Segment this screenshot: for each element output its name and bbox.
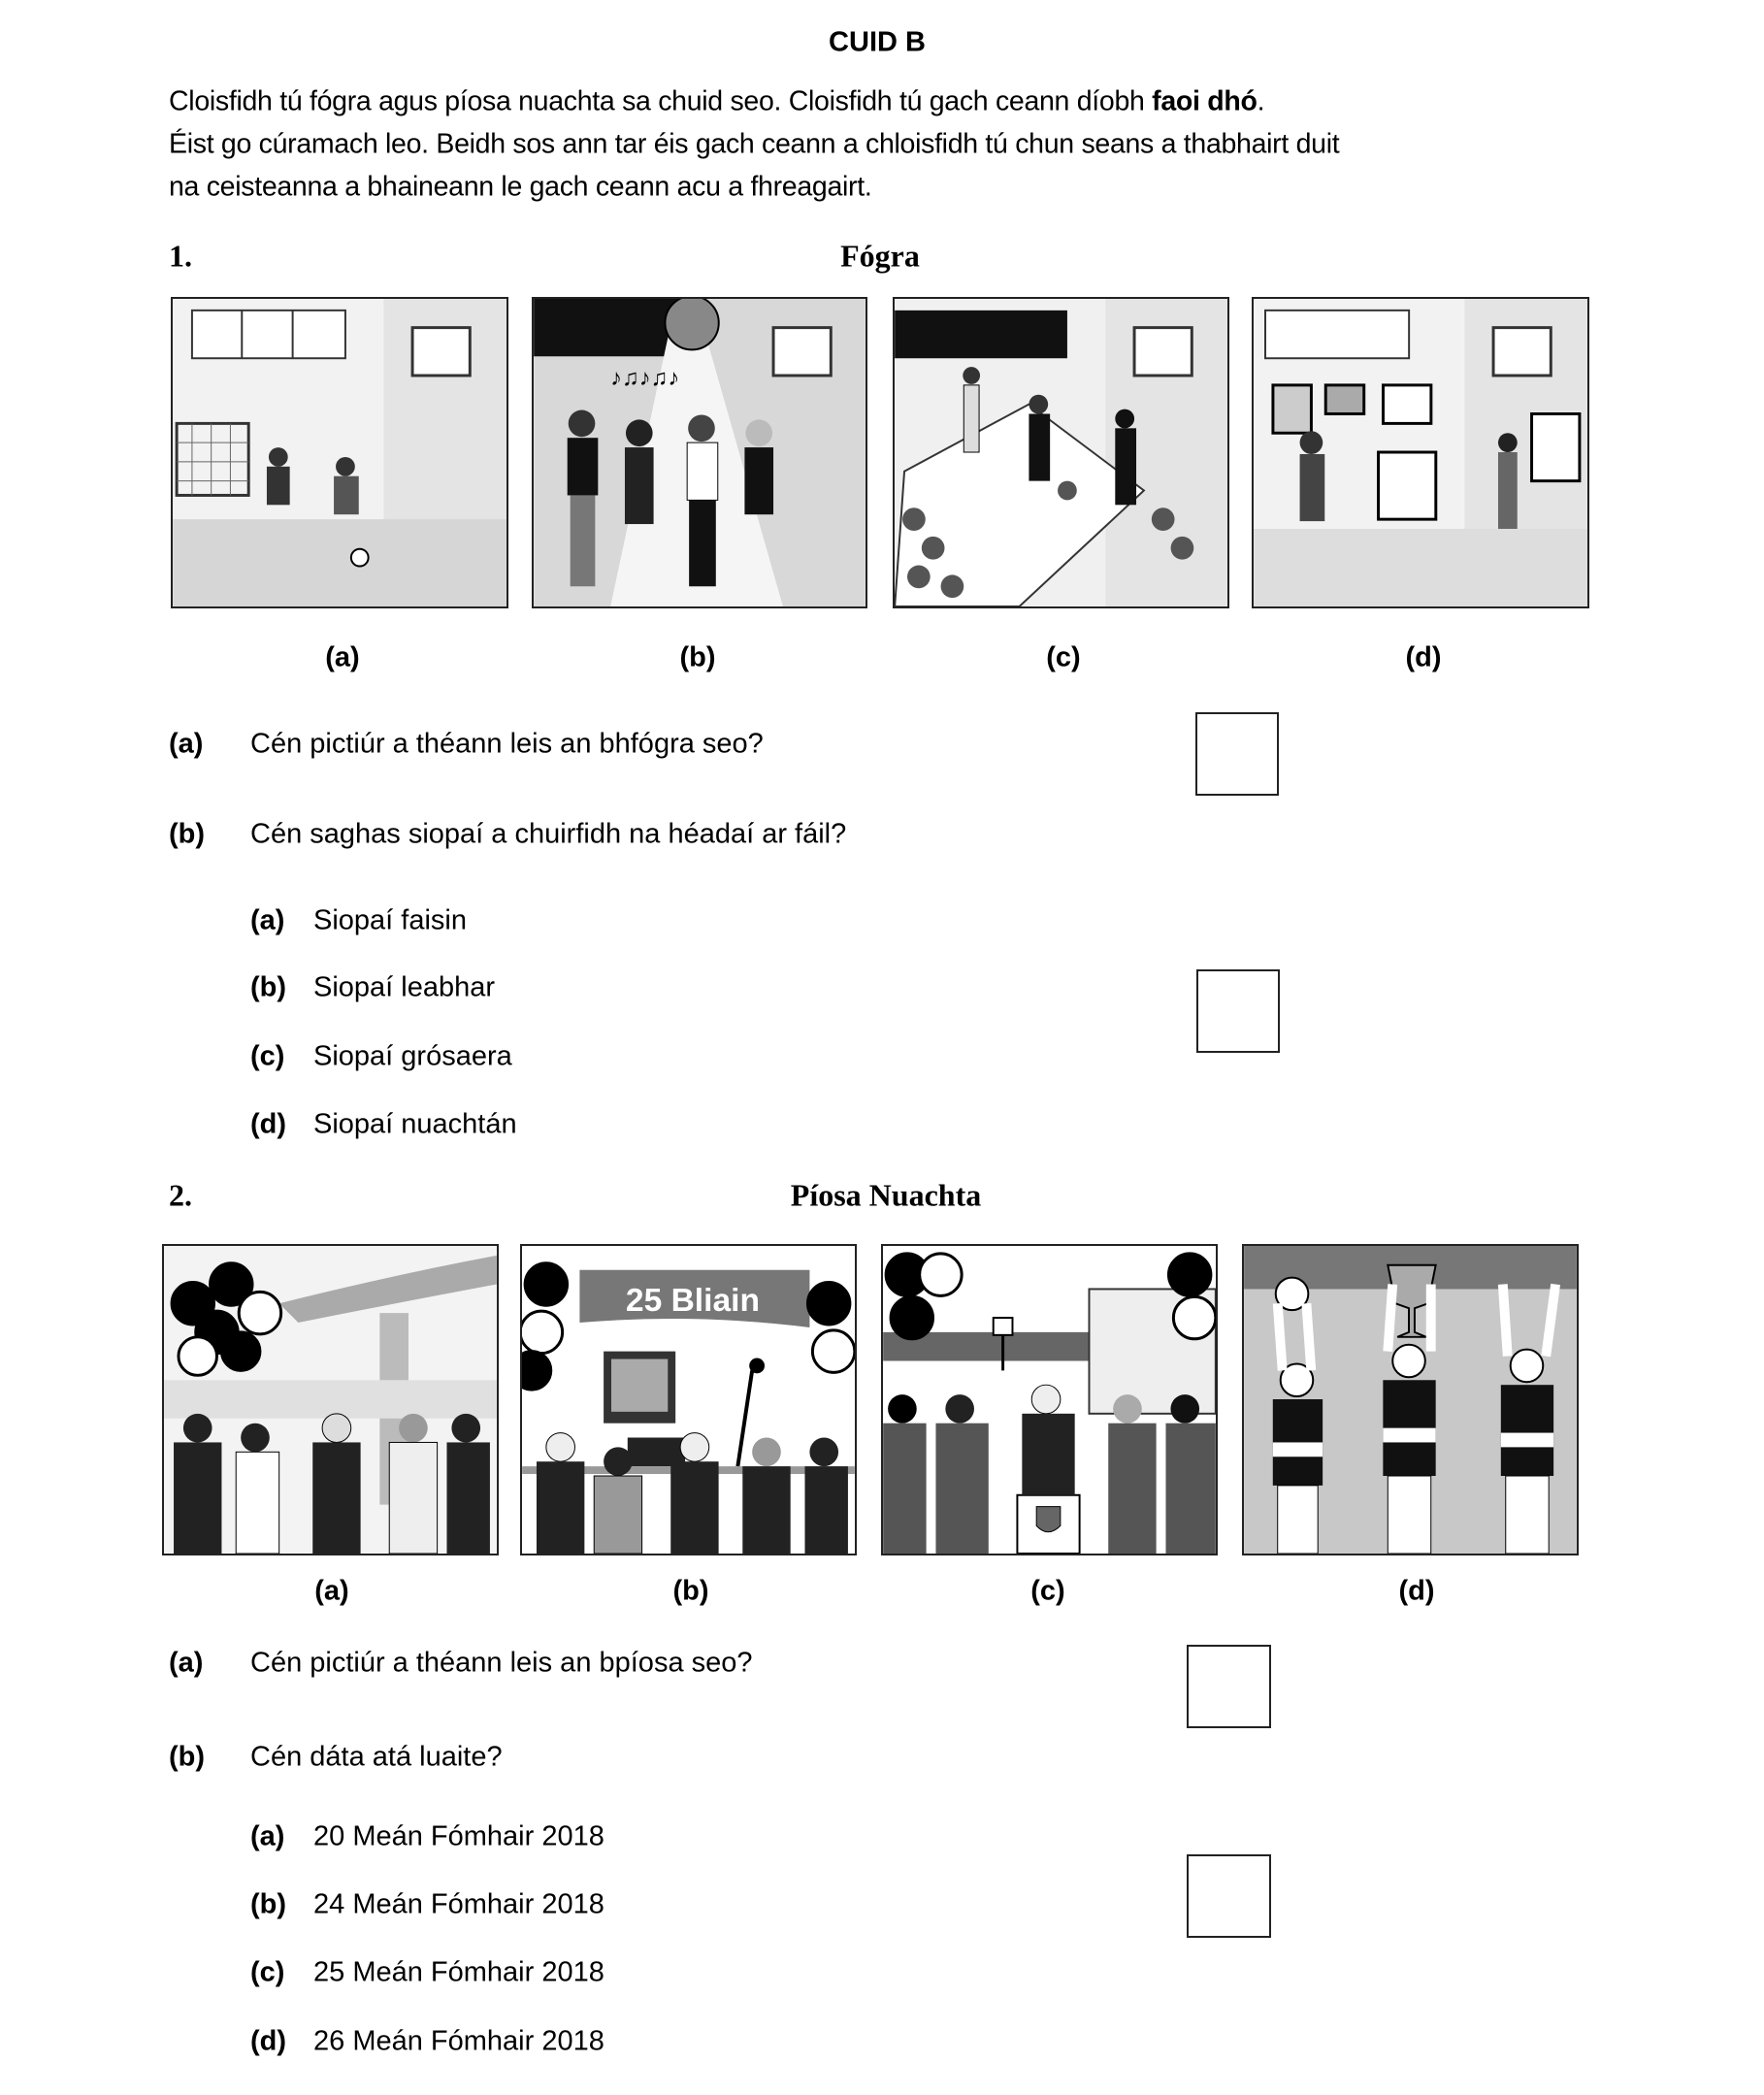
intro-line-3: na ceisteanna a bhaineann le gach ceann acu a fhreagairt.	[169, 171, 872, 203]
picture-fashion-show	[893, 297, 1229, 608]
picture-art-exhibition	[1252, 297, 1589, 608]
option-label: (c)	[250, 1956, 285, 1988]
option-text: Siopaí nuachtán	[313, 1108, 517, 1140]
question-text: Cén pictiúr a théann leis an bhfógra seo?	[250, 728, 764, 760]
answer-box-1a[interactable]	[1195, 712, 1279, 796]
picture-label-c: (c)	[1030, 1575, 1065, 1607]
intro-period: .	[1257, 85, 1265, 117]
question-label: (b)	[169, 1741, 206, 1773]
option-label: (d)	[250, 1108, 287, 1140]
answer-box-2b[interactable]	[1187, 1854, 1271, 1938]
option-label: (b)	[250, 1888, 287, 1920]
svg-text:♪♫♪♫♪: ♪♫♪♫♪	[610, 365, 680, 391]
intro-emphasis: faoi dhó	[1152, 85, 1258, 117]
section-title: CUID B	[829, 26, 926, 58]
picture-sports-hall-football	[171, 297, 508, 608]
picture-shop-opening	[162, 1244, 499, 1555]
option-label: (b)	[250, 971, 287, 1003]
picture-label-d: (d)	[1405, 641, 1442, 673]
question-text: Cén pictiúr a théann leis an bpíosa seo?	[250, 1647, 753, 1679]
picture-label-b: (b)	[672, 1575, 709, 1607]
picture-team-trophy	[1242, 1244, 1579, 1555]
option-text: 20 Meán Fómhair 2018	[313, 1820, 604, 1852]
picture-school-ceremony	[881, 1244, 1218, 1555]
question-text: Cén saghas siopaí a chuirfidh na héadaí ar fáil?	[250, 818, 847, 850]
option-text: Siopaí faisin	[313, 904, 467, 936]
option-label: (d)	[250, 2025, 287, 2057]
intro-line-2: Éist go cúramach leo. Beidh sos ann tar éis gach ceann a chloisfidh tú chun seans a thabhairt duit	[169, 128, 1340, 160]
option-label: (c)	[250, 1040, 285, 1072]
section-heading-fogra: Fógra	[840, 238, 920, 274]
answer-box-1b[interactable]	[1196, 969, 1280, 1053]
question-number-2: 2.	[169, 1177, 192, 1213]
option-text: Siopaí leabhar	[313, 971, 496, 1003]
question-label: (a)	[169, 1647, 204, 1679]
question-label: (b)	[169, 818, 206, 850]
option-text: 26 Meán Fómhair 2018	[313, 2025, 604, 2057]
picture-label-d: (d)	[1398, 1575, 1435, 1607]
intro-text: Cloisfidh tú fógra agus píosa nuachta sa chuid seo. Cloisfidh tú gach ceann díobh	[169, 85, 1153, 117]
banner-text: 25 Bliain	[625, 1283, 760, 1320]
picture-label-c: (c)	[1046, 641, 1081, 673]
question-number-1: 1.	[169, 238, 192, 274]
question-label: (a)	[169, 728, 204, 760]
intro-line-1	[169, 86, 1264, 118]
picture-label-b: (b)	[679, 641, 716, 673]
picture-label-a: (a)	[314, 1575, 349, 1607]
option-label: (a)	[250, 904, 285, 936]
option-label: (a)	[250, 1820, 285, 1852]
picture-disco-dance	[532, 297, 867, 608]
section-heading-piosa-nuachta: Píosa Nuachta	[790, 1177, 982, 1213]
option-text: Siopaí grósaera	[313, 1040, 512, 1072]
question-text: Cén dáta atá luaite?	[250, 1741, 503, 1773]
picture-radio-station-anniversary	[520, 1244, 857, 1555]
option-text: 24 Meán Fómhair 2018	[313, 1888, 604, 1920]
option-text: 25 Meán Fómhair 2018	[313, 1956, 604, 1988]
picture-label-a: (a)	[325, 641, 360, 673]
answer-box-2a[interactable]	[1187, 1645, 1271, 1728]
